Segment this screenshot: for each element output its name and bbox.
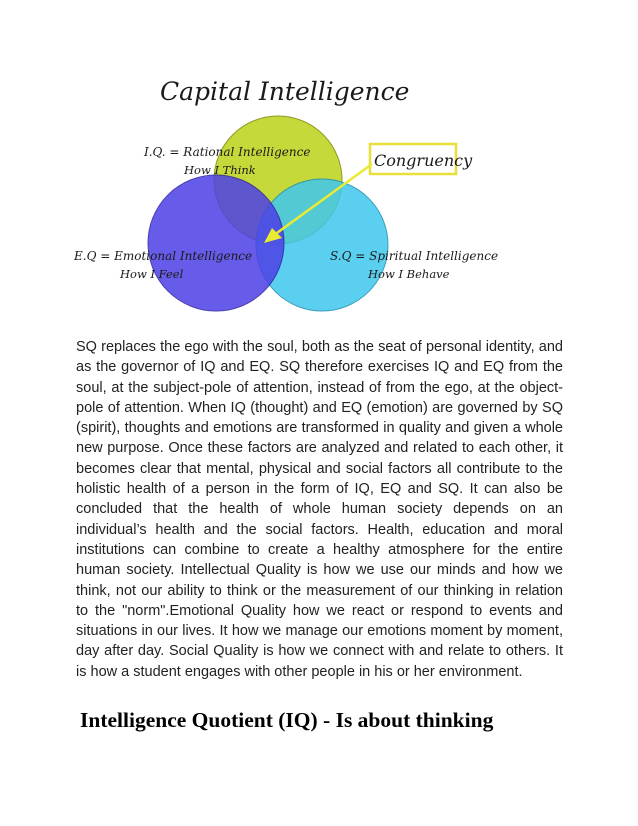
section-heading: Intelligence Quotient (IQ) - Is about thinking (80, 708, 494, 732)
venn-diagram (60, 68, 540, 330)
sq-label: S.Q = Spiritual Intelligence (330, 249, 499, 263)
body-paragraph: SQ replaces the ego with the soul, both as the seat of personal identity, and as the governor of IQ and EQ. SQ therefore exercises IQ and EQ from the soul, at the subject-pole of attention, instead of from the ego, at the object-pole of attention. When IQ (thought) and EQ (emotion) are governed by SQ (spirit), thoughts and emotions are transformed in quality and given a whole new purpose. Once these factors are analyzed and related to each other, it becomes clear that mental, physical and social factors all contribute to the holistic health of a person in the form of IQ, EQ and SQ. It can also be concluded that the health of whole human society depends on an individual’s health and the social factors. Health, education and moral institutions can combine to create a healthy atmosphere for the entire human society. Intellectual Quality is how we use our minds and how we think, not our ability to think or the measurement of our thinking in relation to the "norm".Emotional Quality how we react or respond to events and situations in our lives. It how we manage our emotions moment by moment, day after day. Social Quality is how we connect with and relate to others. It is how a student engages with other people in his or her environment. (76, 339, 563, 680)
iq-sublabel: How I Think (184, 163, 256, 177)
diagram-title: Capital Intelligence (160, 77, 410, 106)
congruency-callout-label: Congruency (374, 151, 473, 170)
eq-sublabel: How I Feel (120, 267, 184, 281)
eq-circle (148, 175, 284, 311)
sq-sublabel: How I Behave (368, 267, 450, 281)
capital-intelligence-diagram (60, 68, 540, 330)
iq-label: I.Q. = Rational Intelligence (144, 145, 311, 159)
eq-label: E.Q = Emotional Intelligence (74, 249, 253, 263)
